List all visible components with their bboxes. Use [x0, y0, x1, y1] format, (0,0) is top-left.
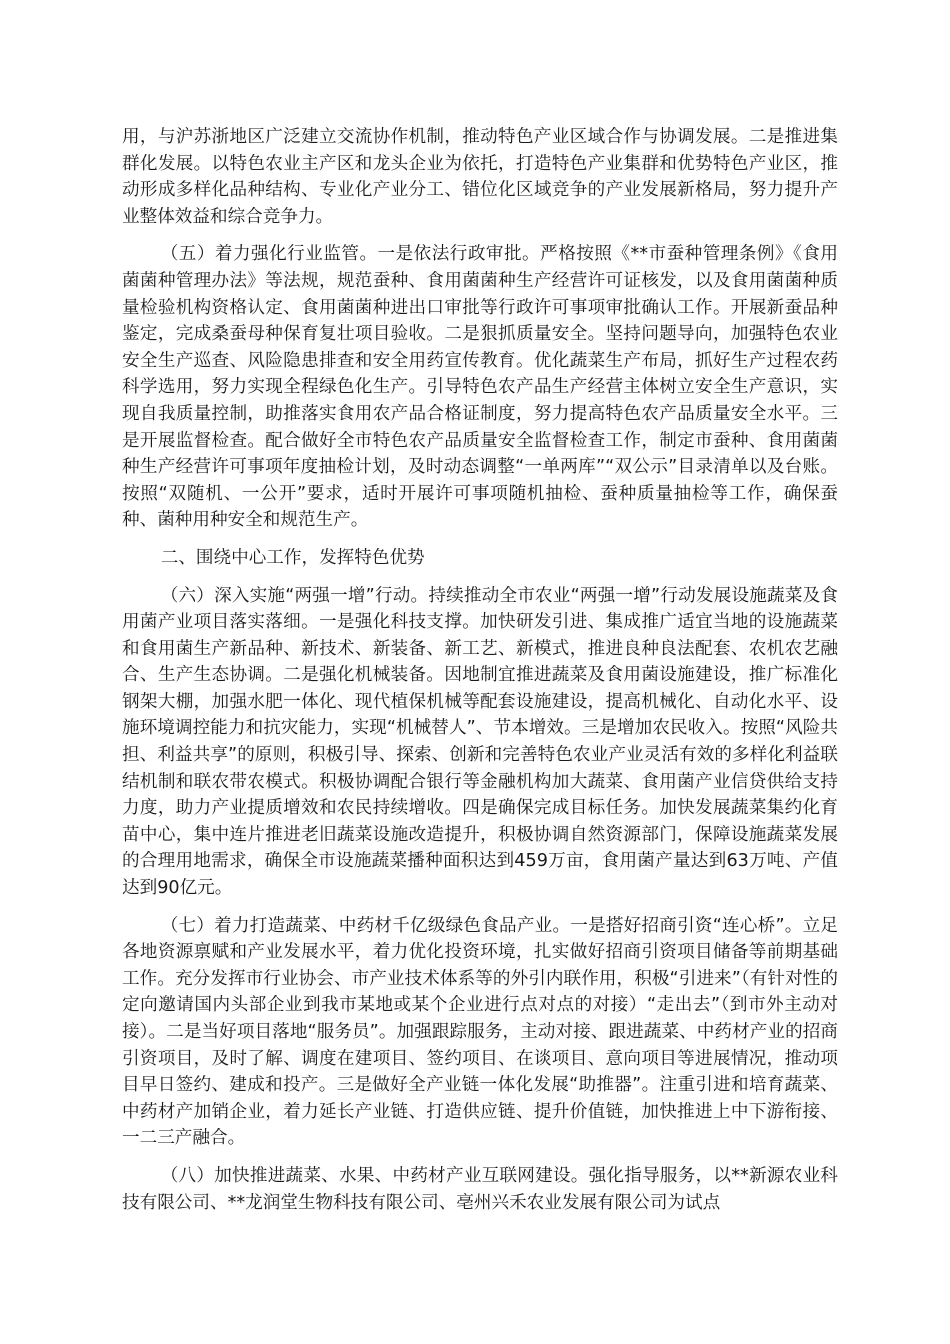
document-body — [122, 124, 838, 1227]
paragraph-section-5: （五）着力强化行业监管。一是依法行政审批。严格按照《**市蚕种管理条例》《食用菌菌种管理办法》等法规，规范蚕种、食用菌菌种生产经营许可证核发，以及食用菌菌种质量检验机构资格认定、食用菌菌种进出口审批等行政许可事项审批确认工作。开展新蚕品种鉴定，完成桑蚕母种保育复壮项目验收。二是狠抓质量安全。坚持问题导向，加强特色农业安全生产巡查、风险隐患排查和安全用药宣传教育。优化蔬菜生产布局，抓好生产过程农药科学选用，努力实现全程绿色化生产。引导特色农产品生产经营主体树立安全生产意识，实现自我质量控制，助推落实食用农产品合格证制度，努力提高特色农产品质量安全水平。三是开展监督检查。配合做好全市特色农产品质量安全监督检查工作，制定市蚕种、食用菌菌种生产经营许可事项年度抽检计划，及时动态调整“一单两库”“双公示”目录清单以及台账。按照“双随机、一公开”要求，适时开展许可事项随机抽检、蚕种质量抽检等工作，确保蚕种、菌种用种安全和规范生产。 — [122, 244, 838, 531]
paragraph-continuation: 用，与沪苏浙地区广泛建立交流协作机制，推动特色产业区域合作与协调发展。二是推进集群化发展。以特色农业主产区和龙头企业为依托，打造特色产业集群和优势特色产业区，推动形成多样化品种结构、专业化产业分工、错位化区域竞争的产业发展新格局，努力提升产业整体效益和综合竞争力。 — [122, 127, 838, 227]
paragraph-section-8: （八）加快推进蔬菜、水果、中药材产业互联网建设。强化指导服务，以**新源农业科技有限公司、**龙润堂生物科技有限公司、亳州兴禾农业发展有限公司为试点 — [122, 1165, 838, 1213]
section-heading-2: 二、围绕中心工作，发挥特色优势 — [160, 547, 425, 568]
paragraph-section-7: （七）着力打造蔬菜、中药材千亿级绿色食品产业。一是搭好招商引资“连心桥”。立足各地资源禀赋和产业发展水平，着力优化投资环境，扎实做好招商引资项目储备等前期基础工作。充分发挥市行业协会、市产业技术体系等的外引内联作用，积极“引进来”（有针对性的定向邀请国内头部企业到我市某地或某个企业进行点对点的对接）“走出去”（到市外主动对接）。二是当好项目落地“服务员”。加强跟踪服务，主动对接、跟进蔬菜、中药材产业的招商引资项目，及时了解、调度在建项目、签约项目、在谈项目、意向项目等进展情况，推动项目早日签约、建成和投产。三是做好全产业链一体化发展“助推器”。注重引进和培育蔬菜、中药材产加销企业，着力延长产业链、打造供应链、提升价值链，加快推进上中下游衔接、一二三产融合。 — [122, 915, 838, 1149]
paragraph-section-6: （六）深入实施“两强一增”行动。持续推动全市农业“两强一增”行动发展设施蔬菜及食用菌产业项目落实落细。一是强化科技支撑。加快研发引进、集成推广适宜当地的设施蔬菜和食用菌生产新品种、新技术、新装备、新工艺、新模式，推进良种良法配套、农机农艺融合、生产生态协调。二是强化机械装备。因地制宜推进蔬菜及食用菌设施建设，推广标准化钢架大棚，加强水肥一体化、现代植保机械等配套设施建设，提高机械化、自动化水平、设施环境调控能力和抗灾能力，实现“机械替人”、节本增效。三是增加农民收入。按照“风险共担、利益共享”的原则，积极引导、探索、创新和完善特色农业产业灵活有效的多样化利益联结机制和联农带农模式。积极协调配合银行等金融机构加大蔬菜、食用菌产业信贷供给支持力度，助力产业提质增效和农民持续增收。四是确保完成目标任务。加快发展蔬菜集约化育苗中心，集中连片推进老旧蔬菜设施改造提升，积极协调自然资源部门，保障设施蔬菜发展的合理用地需求，确保全市设施蔬菜播种面积达到459万亩，食用菌产量达到63万吨、产值达到90亿元。 — [122, 585, 838, 899]
